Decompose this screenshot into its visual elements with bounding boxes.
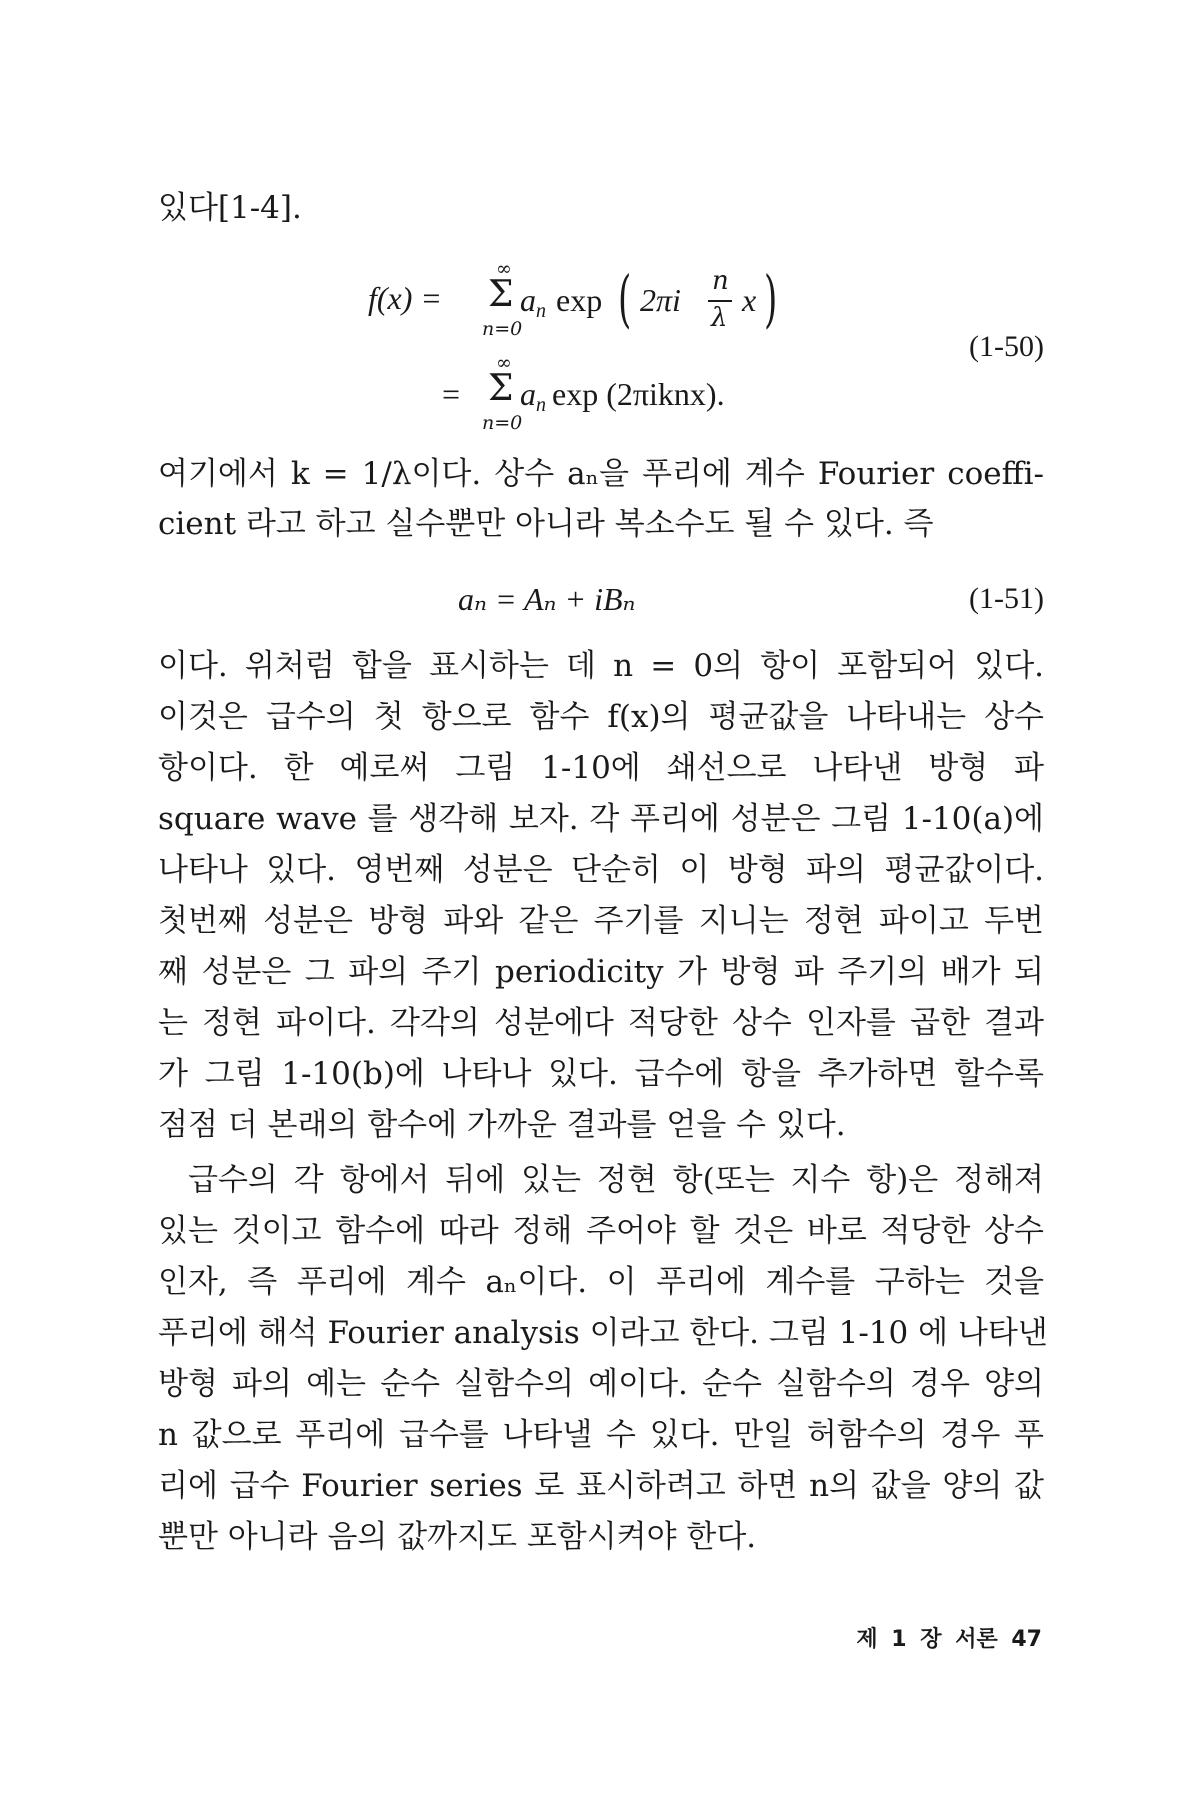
para2-line-5: 나타나 있다. 영번째 성분은 단순히 이 방형 파의 평균값이다. bbox=[158, 852, 1044, 888]
para2-line-10: 점점 더 본래의 함수에 가까운 결과를 얻을 수 있다. bbox=[158, 1107, 846, 1143]
para2-line-8: 는 정현 파이다. 각각의 성분에다 적당한 상수 인자를 곱한 결과 bbox=[158, 1005, 1044, 1041]
left-paren: ( bbox=[618, 262, 632, 335]
sum1-sigma: Σ bbox=[488, 274, 514, 315]
para3-line-4: 푸리에 해석 Fourier analysis 이라고 한다. 그림 1-10 에 나타낸 bbox=[158, 1315, 1048, 1351]
sum2-upper-limit: ∞ bbox=[496, 352, 512, 374]
fraction-bar bbox=[708, 300, 732, 302]
page-footer bbox=[856, 1622, 1042, 1653]
eq151-expression: aₙ = Aₙ + iBₙ bbox=[458, 581, 636, 617]
sum2-expression: exp (2πiknx). bbox=[552, 376, 725, 412]
para1-line-1: 여기에서 k = 1/λ이다. 상수 aₙ을 푸리에 계수 Fourier coeffi- bbox=[158, 456, 1044, 492]
para3-line-3: 인자, 즉 푸리에 계수 aₙ이다. 이 푸리에 계수를 구하는 것을 bbox=[158, 1264, 1044, 1300]
sum1-lower-limit: n=0 bbox=[482, 318, 523, 340]
sum1-x: x bbox=[742, 282, 757, 318]
para2-line-4: square wave 를 생각해 보자. 각 푸리에 성분은 그림 1-10(a)에 bbox=[158, 801, 1044, 837]
para2-line-9: 가 그림 1-10(b)에 나타나 있다. 급수에 항을 추가하면 할수록 bbox=[158, 1056, 1044, 1092]
sum1-argument: 2πi bbox=[640, 282, 681, 318]
sum1-coefficient: $a_n$ bbox=[520, 282, 546, 322]
para1-line-2: cient 라고 하고 실수뿐만 아니라 복소수도 될 수 있다. 즉 bbox=[158, 506, 934, 542]
para3-line-8: 뿐만 아니라 음의 값까지도 포함시켜야 한다. bbox=[158, 1519, 757, 1555]
sum2-lower-limit: n=0 bbox=[482, 412, 523, 434]
fraction-denominator: λ bbox=[711, 303, 728, 333]
fraction-numerator: n bbox=[712, 266, 729, 296]
sum2-sigma: Σ bbox=[488, 368, 514, 409]
equation-number-1-51: (1-51) bbox=[969, 582, 1044, 615]
sum2-coefficient: $a_n$ bbox=[520, 376, 546, 416]
sum1-upper-limit: ∞ bbox=[496, 258, 512, 280]
intro-line: 있다[1-4]. bbox=[158, 190, 302, 226]
sum1-exp: exp bbox=[556, 282, 603, 318]
eq-f-of-x: f(x) = bbox=[368, 280, 442, 316]
footer-chapter: 제 1 장 bbox=[856, 1627, 942, 1652]
para2-line-7: 째 성분은 그 파의 주기 periodicity 가 방형 파 주기의 배가 되 bbox=[158, 954, 1044, 990]
para2-line-2: 이것은 급수의 첫 항으로 함수 f(x)의 평균값을 나타내는 상수 bbox=[158, 699, 1044, 735]
para2-line-3: 항이다. 한 예로써 그림 1-10에 쇄선으로 나타낸 방형 파 bbox=[158, 750, 1044, 786]
right-paren: ) bbox=[764, 262, 778, 335]
para2-line-6: 첫번째 성분은 방형 파와 같은 주기를 지니는 정현 파이고 두번 bbox=[158, 903, 1044, 939]
eq-equals-2: = bbox=[442, 376, 461, 412]
footer-title: 서론 bbox=[955, 1627, 998, 1652]
para3-line-2: 있는 것이고 함수에 따라 정해 주어야 할 것은 바로 적당한 상수 bbox=[158, 1213, 1044, 1249]
para3-line-7: 리에 급수 Fourier series 로 표시하려고 하면 n의 값을 양의 값 bbox=[158, 1468, 1044, 1504]
page-number: 47 bbox=[1011, 1627, 1042, 1652]
para3-line-1: 급수의 각 항에서 뒤에 있는 정현 항(또는 지수 항)은 정해져 bbox=[188, 1162, 1044, 1198]
para3-line-6: n 값으로 푸리에 급수를 나타낼 수 있다. 만일 허함수의 경우 푸 bbox=[158, 1417, 1044, 1453]
para2-line-1: 이다. 위처럼 합을 표시하는 데 n = 0의 항이 포함되어 있다. bbox=[158, 648, 1044, 684]
para3-line-5: 방형 파의 예는 순수 실함수의 예이다. 순수 실함수의 경우 양의 bbox=[158, 1366, 1044, 1402]
equation-number-1-50: (1-50) bbox=[969, 330, 1044, 363]
